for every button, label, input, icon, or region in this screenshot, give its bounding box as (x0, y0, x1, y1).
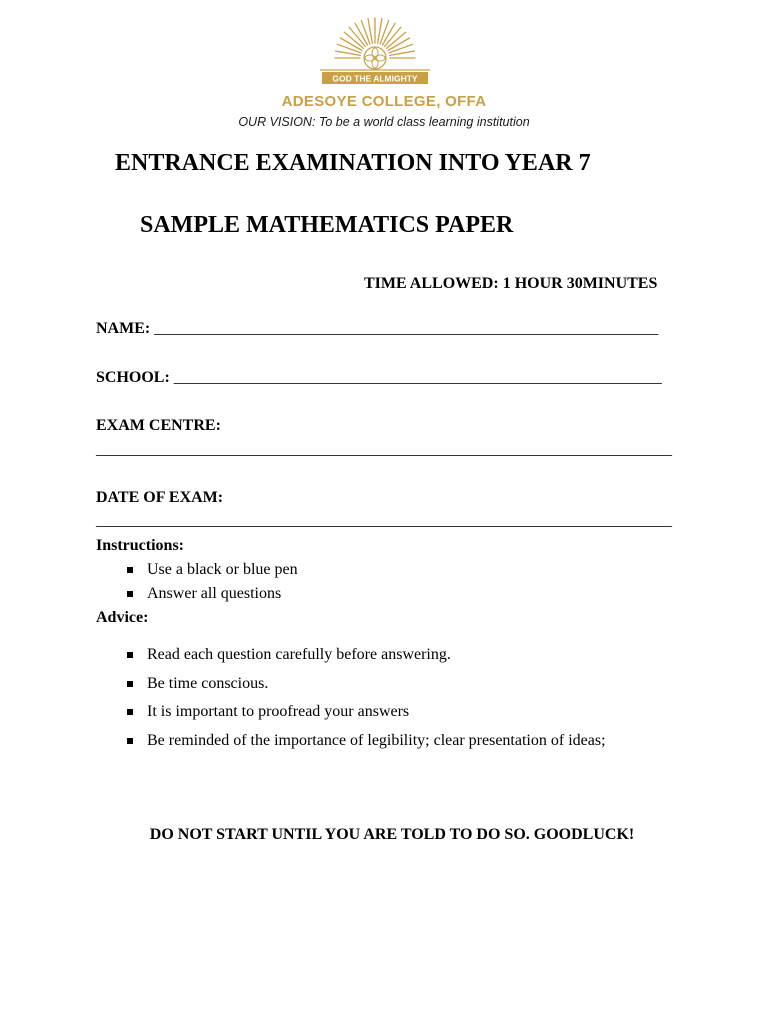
list-item: Use a black or blue pen (96, 561, 736, 585)
school-line[interactable]: _____________________________________________________________ (173, 369, 662, 386)
instructions-heading: Instructions: (96, 537, 185, 554)
bullet-square-icon (127, 652, 133, 658)
vision-statement: OUR VISION: To be a world class learning institution (238, 115, 530, 129)
bullet-square-icon (127, 591, 133, 597)
name-label: NAME: (96, 320, 151, 337)
college-logo (300, 12, 450, 88)
list-item: Be reminded of the importance of legibility; clear presentation of ideas; (96, 732, 736, 761)
advice-list (96, 646, 736, 760)
school-label: SCHOOL: (96, 369, 170, 386)
name-line[interactable]: _______________________________________________________________ (154, 320, 659, 337)
instructions-list (96, 561, 736, 609)
list-item: It is important to proofread your answers (96, 703, 736, 732)
exam-title: ENTRANCE EXAMINATION INTO YEAR 7 (115, 150, 591, 176)
date-of-exam-label: DATE OF EXAM: (96, 489, 224, 506)
exam-centre-line[interactable]: ________________________________________________________________________ (96, 441, 672, 458)
bullet-square-icon (127, 738, 133, 744)
list-item: Read each question carefully before answering. (96, 646, 736, 675)
logo-banner-text: GOD THE ALMIGHTY (332, 73, 418, 84)
bullet-square-icon (127, 681, 133, 687)
sunburst-logo-icon (300, 12, 450, 88)
college-name: ADESOYE COLLEGE, OFFA (281, 93, 487, 110)
bullet-square-icon (127, 709, 133, 715)
name-field[interactable] (96, 320, 658, 338)
exam-centre-label: EXAM CENTRE: (96, 417, 221, 434)
list-item: Be time conscious. (96, 675, 736, 704)
school-field[interactable] (96, 369, 662, 387)
bullet-square-icon (127, 567, 133, 573)
date-of-exam-line[interactable]: ________________________________________________________________________ (96, 512, 672, 529)
list-item: Answer all questions (96, 585, 736, 609)
advice-heading: Advice: (96, 609, 149, 626)
exam-subtitle: SAMPLE MATHEMATICS PAPER (140, 212, 514, 238)
start-notice: DO NOT START UNTIL YOU ARE TOLD TO DO SO. GOODLUCK! (149, 826, 635, 843)
time-allowed: TIME ALLOWED: 1 HOUR 30MINUTES (364, 275, 658, 292)
